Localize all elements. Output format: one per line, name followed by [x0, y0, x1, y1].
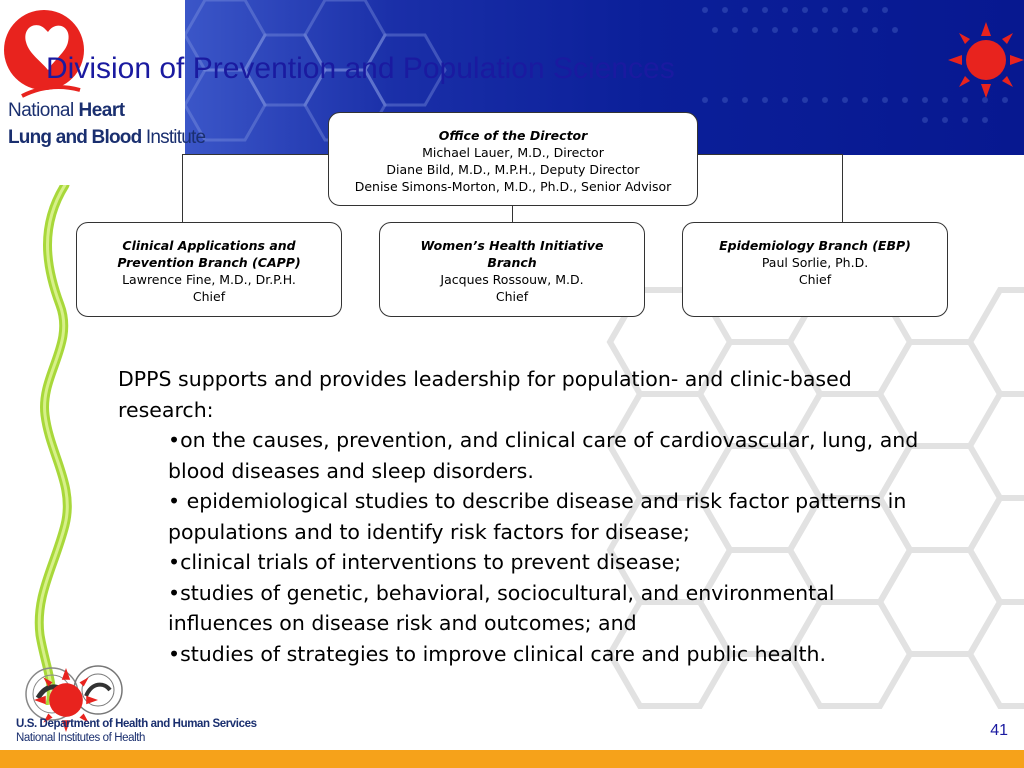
page-number: 41: [990, 722, 1008, 739]
body-bullet: •clinical trials of interventions to prevent disease;: [168, 550, 682, 574]
body-bullet: •studies of strategies to improve clinical care and public health.: [168, 641, 827, 666]
org-connector: [182, 154, 183, 223]
org-connector: [512, 205, 513, 223]
org-box-line: Paul Sorlie, Ph.D.: [761, 255, 869, 270]
page-title: Division of Prevention and Population Sciences: [46, 52, 675, 85]
hhs-line2: National Institutes of Health: [16, 732, 146, 744]
org-box-whi: [379, 222, 645, 317]
org-box-line: Chief: [798, 272, 832, 287]
logo-text-line1: National Heart: [8, 100, 125, 121]
org-box-title: Women’s Health Initiative: [420, 238, 604, 253]
org-connector: [697, 154, 843, 155]
org-box-title: Office of the Director: [438, 128, 588, 143]
hhs-line1: U.S. Department of Health and Human Services: [16, 718, 257, 730]
body-text: [118, 364, 938, 669]
org-box-title: Clinical Applications and: [122, 238, 296, 253]
org-box-title: Branch: [487, 255, 537, 270]
body-bullet: • epidemiological studies to describe disease and risk factor patterns in populations and to identify risk factors for disease;: [168, 489, 907, 544]
org-box-line: Jacques Rossouw, M.D.: [440, 272, 584, 287]
org-box-director: [328, 112, 698, 206]
org-box-line: Chief: [495, 289, 529, 304]
org-box-line: Diane Bild, M.D., M.P.H., Deputy Director: [386, 162, 640, 177]
org-box-title: Epidemiology Branch (EBP): [719, 238, 911, 253]
org-connector: [182, 154, 330, 155]
body-intro: DPPS supports and provides leadership for population- and clinic-based research:: [118, 367, 852, 422]
org-box-title: Prevention Branch (CAPP): [117, 255, 301, 270]
sun-icon: [948, 22, 1024, 98]
body-bullet: •on the causes, prevention, and clinical care of cardiovascular, lung, and blood diseases and sleep disorders.: [168, 428, 919, 483]
logo-text-line2: Lung and Blood Institute: [8, 127, 206, 148]
org-connector: [842, 154, 843, 223]
org-box-line: Chief: [192, 289, 226, 304]
body-bullet: •studies of genetic, behavioral, sociocultural, and environmental influences on disease risk and outcomes; and: [168, 580, 835, 635]
org-box-capp: [76, 222, 342, 317]
org-box-line: Lawrence Fine, M.D., Dr.P.H.: [122, 272, 296, 287]
footer-bar: [0, 750, 1024, 768]
org-box-line: Michael Lauer, M.D., Director: [422, 145, 604, 160]
hhs-text: [16, 717, 257, 745]
org-box-line: Denise Simons-Morton, M.D., Ph.D., Senior Advisor: [354, 179, 672, 194]
org-box-ebp: [682, 222, 948, 317]
